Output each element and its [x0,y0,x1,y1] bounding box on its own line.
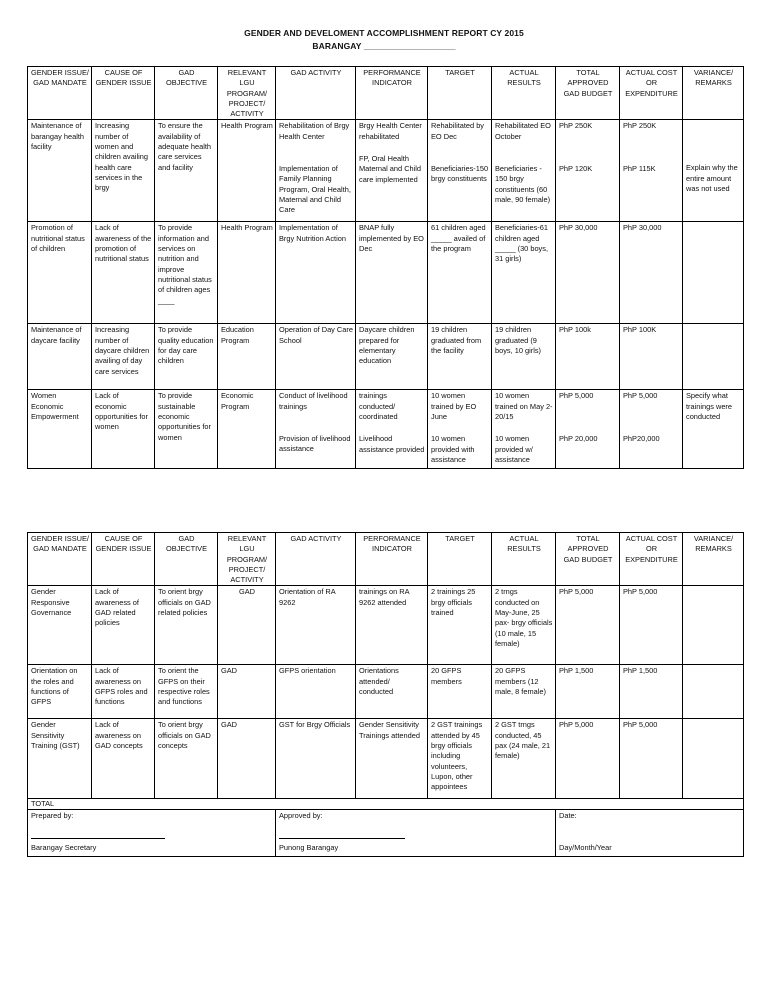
cause-cell: Lack of awareness on GAD concepts [92,719,155,799]
target-cell: 19 children graduated from the facility [428,324,492,390]
approved-role: Punong Barangay [279,842,339,852]
cost-text: PhP20,000 [623,433,660,443]
cause-cell: Increasing number of daycare children availing of day care services [92,324,155,390]
activity-cell [276,390,356,469]
barangay-line: BARANGAY ___________________ [312,41,456,51]
cost-text: PhP 250K [623,121,657,131]
prepared-by-label: Prepared by: [31,811,74,821]
cause-cell: Lack of awareness of the promotion of nutritional status [92,222,155,324]
results-cell [492,390,556,469]
remarks-cell [683,719,744,799]
issue-cell: Orientation on the roles and functions of GFPS [28,665,92,719]
col-header: CAUSE OF GENDER ISSUE [92,67,155,120]
col-header: GENDER ISSUE/ GAD MANDATE [28,67,92,120]
cost-cell [620,120,683,222]
budget-cell: PhP 5,000 [556,586,620,665]
program-cell: Economic Program [218,390,276,469]
approved-by-cell [276,810,556,857]
activity-cell: Implementation of Brgy Nutrition Action [276,222,356,324]
results-cell: 2 trngs conducted on May-June, 25 pax- brgy officials (10 male, 15 female) [492,586,556,665]
remarks-cell [683,665,744,719]
objective-cell: To provide information and services on nutrition and improve nutritional status of children ages ____ [155,222,218,324]
activity-text: Conduct of livelihood trainings [279,391,348,411]
table-row [28,586,744,665]
col-header: GENDER ISSUE/ GAD MANDATE [28,533,92,586]
objective-cell: To provide sustainable economic opportunities for women [155,390,218,469]
results-text: 10 women provided w/ assistance [495,434,533,464]
col-header: RELEVANT LGU PROGRAM/ PROJECT/ ACTIVITY [218,533,276,586]
col-header: TARGET [428,67,492,120]
budget-text: PhP 250K [559,121,593,131]
objective-cell: To orient brgy officials on GAD related policies [155,586,218,665]
target-cell: 20 GFPS members [428,665,492,719]
prepared-role: Barangay Secretary [31,842,97,852]
cause-cell: Lack of economic opportunities for women [92,390,155,469]
indicator-cell: BNAP fully implemented by EO Dec [356,222,428,324]
table-row [28,222,744,324]
cost-cell: PhP 5,000 [620,586,683,665]
cost-cell [620,390,683,469]
col-header: GAD OBJECTIVE [155,533,218,586]
approved-signature-line [279,838,405,839]
cost-cell: PhP 100K [620,324,683,390]
activity-cell: GST for Brgy Officials [276,719,356,799]
budget-cell: PhP 1,500 [556,665,620,719]
results-text: 10 women trained on May 2-20/15 [495,391,553,422]
col-header: GAD ACTIVITY [276,533,356,586]
budget-text: PhP 20,000 [559,433,598,443]
col-header: VARIANCE/ REMARKS [683,67,744,120]
results-text: Beneficiaries - 150 brgy constituents (60 male, 90 female) [495,164,551,204]
results-text: Rehabilitated EO October [495,121,551,141]
program-cell: Education Program [218,324,276,390]
table-row [28,719,744,799]
program-cell: GAD [218,719,276,799]
target-cell: 2 trainings 25 brgy officials trained [428,586,492,665]
remarks-cell [683,120,744,222]
remarks-cell: Specify what trainings were conducted [683,390,744,469]
col-header: VARIANCE/ REMARKS [683,533,744,586]
issue-cell: Women Economic Empowerment [28,390,92,469]
indicator-cell: trainings on RA 9262 attended [356,586,428,665]
report-title: GENDER AND DEVELOMENT ACCOMPLISHMENT REPORT CY 2015 [244,28,524,38]
table-row [28,324,744,390]
results-cell: 20 GFPS members (12 male, 8 female) [492,665,556,719]
signature-table [27,798,744,857]
date-format: Day/Month/Year [559,842,612,852]
prepared-signature-line [31,838,165,839]
budget-cell: PhP 5,000 [556,719,620,799]
indicator-text: Livelihood assistance provided [359,434,425,454]
target-text: 10 women trained by EO June [431,391,477,422]
prepared-by-cell [28,810,276,857]
cost-cell: PhP 1,500 [620,665,683,719]
remarks-cell [683,586,744,665]
activity-cell: Operation of Day Care School [276,324,356,390]
table-header-row [28,533,744,586]
date-label: Date: [559,811,577,821]
results-cell [492,120,556,222]
col-header: ACTUAL RESULTS [492,533,556,586]
target-cell: 2 GST trainings attended by 45 brgy officials including volunteers, Lupon, other appointees [428,719,492,799]
cause-cell: Lack of awareness of GAD related policies [92,586,155,665]
objective-cell: To orient brgy officials on GAD concepts [155,719,218,799]
remarks-cell [683,222,744,324]
indicator-cell [356,120,428,222]
remarks-cell [683,324,744,390]
indicator-cell: Orientations attended/ conducted [356,665,428,719]
indicator-text: Brgy Health Center rehabilitated [359,121,422,141]
col-header: GAD OBJECTIVE [155,67,218,120]
col-header: TARGET [428,533,492,586]
results-cell: 19 children graduated (9 boys, 10 girls) [492,324,556,390]
remarks-text: Explain why the entire amount was not used [686,163,738,194]
program-cell: Health Program [218,222,276,324]
cost-cell: PhP 30,000 [620,222,683,324]
issue-cell: Maintenance of barangay health facility [28,120,92,222]
total-row [28,799,744,810]
table-row [28,120,744,222]
indicator-cell: Daycare children prepared for elementary education [356,324,428,390]
issue-cell: Maintenance of daycare facility [28,324,92,390]
budget-text: PhP 5,000 [559,391,594,401]
col-header: RELEVANT LGU PROGRAM/ PROJECT/ ACTIVITY [218,67,276,120]
indicator-text: trainings conducted/ coordinated [359,391,398,422]
budget-cell [556,120,620,222]
cause-cell: Lack of awareness on GFPS roles and functions [92,665,155,719]
cost-cell: PhP 5,000 [620,719,683,799]
issue-cell: Gender Responsive Governance [28,586,92,665]
budget-cell: PhP 30,000 [556,222,620,324]
col-header: ACTUAL COST OR EXPENDITURE [620,67,683,120]
col-header: PERFORMANCE INDICATOR [356,67,428,120]
objective-cell: To orient the GFPS on their respective roles and functions [155,665,218,719]
program-cell: GAD [218,586,276,665]
target-text: 10 women provided with assistance [431,434,475,464]
program-cell: GAD [218,665,276,719]
activity-text: Implementation of Family Planning Program, Oral Health, Maternal and Child Care [279,164,351,215]
activity-cell: GFPS orientation [276,665,356,719]
col-header: PERFORMANCE INDICATOR [356,533,428,586]
col-header: TOTAL APPROVED GAD BUDGET [556,533,620,586]
accomplishment-table-1 [27,66,744,469]
target-cell [428,390,492,469]
activity-text: Provision of livelihood assistance [279,434,351,454]
objective-cell: To provide quality education for day care children [155,324,218,390]
col-header: GAD ACTIVITY [276,67,356,120]
results-cell: Beneficiaries-61 children aged _____ (30 boys, 31 girls) [492,222,556,324]
budget-text: PhP 120K [559,163,593,173]
results-cell: 2 GST trngs conducted, 45 pax (24 male, 21 female) [492,719,556,799]
table-header-row [28,67,744,120]
col-header: TOTAL APPROVED GAD BUDGET [556,67,620,120]
activity-cell [276,120,356,222]
target-text: Rehabilitated by EO Dec [431,121,485,141]
target-text: Beneficiaries-150 brgy constituents [431,164,489,184]
table-row [28,665,744,719]
issue-cell: Promotion of nutritional status of children [28,222,92,324]
total-label: TOTAL [28,799,744,810]
target-cell [428,120,492,222]
budget-cell [556,390,620,469]
issue-cell: Gender Sensitivity Training (GST) [28,719,92,799]
objective-cell: To ensure the availability of adequate health care services and facility [155,120,218,222]
indicator-cell: Gender Sensitivity Trainings attended [356,719,428,799]
cost-text: PhP 5,000 [623,391,658,401]
date-cell [556,810,744,857]
activity-cell: Orientation of RA 9262 [276,586,356,665]
signature-row [28,810,744,857]
col-header: ACTUAL RESULTS [492,67,556,120]
cause-cell: Increasing number of women and children availing health care services in the brgy [92,120,155,222]
program-cell: Health Program [218,120,276,222]
accomplishment-table-2 [27,532,744,799]
table-row [28,390,744,469]
col-header: CAUSE OF GENDER ISSUE [92,533,155,586]
cost-text: PhP 115K [623,163,656,173]
budget-cell: PhP 100k [556,324,620,390]
indicator-cell [356,390,428,469]
col-header: ACTUAL COST OR EXPENDITURE [620,533,683,586]
target-cell: 61 children aged _____ availed of the program [428,222,492,324]
indicator-text: FP, Oral Health Maternal and Child care implemented [359,154,422,184]
approved-by-label: Approved by: [279,811,323,821]
activity-text: Rehabilitation of Brgy Health Center [279,121,350,141]
